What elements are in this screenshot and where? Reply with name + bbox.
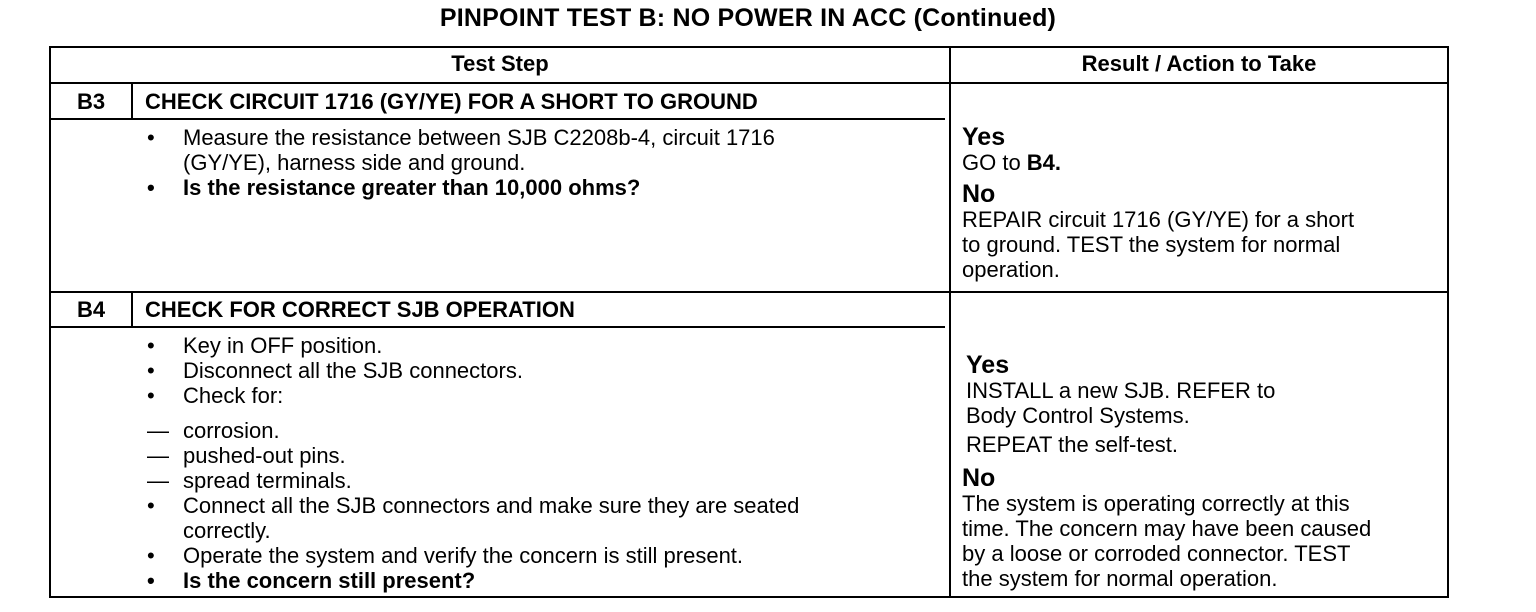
list-item: • Connect all the SJB connectors and make sure they are seated correctly.: [147, 493, 800, 543]
b4-code-divider: [131, 291, 133, 326]
b3-title-divider: [51, 118, 945, 120]
bullet-icon: •: [147, 568, 155, 593]
bullet-icon: •: [147, 383, 155, 408]
b3-code-divider: [131, 82, 133, 118]
no-action-line: the system for normal operation.: [962, 566, 1278, 591]
yes-label: Yes: [962, 123, 1006, 151]
page-title: PINPOINT TEST B: NO POWER IN ACC (Continued): [439, 4, 1057, 32]
list-item: • Check for:: [147, 383, 284, 408]
header-result: Result / Action to Take: [1081, 51, 1317, 76]
dash-icon: —: [147, 418, 169, 443]
b3-instructions: [139, 125, 939, 200]
no-action-line: to ground. TEST the system for normal: [962, 232, 1341, 257]
sub-item: — pushed-out pins.: [147, 443, 346, 468]
yes-action-line: Body Control Systems.: [966, 403, 1190, 428]
no-label: No: [962, 180, 996, 208]
list-item: • Is the resistance greater than 10,000 ohms?: [147, 175, 641, 200]
row-divider: [51, 291, 1447, 293]
step-title-b4: CHECK FOR CORRECT SJB OPERATION: [145, 297, 575, 322]
list-item: • Is the concern still present?: [147, 568, 476, 593]
list-item: • Measure the resistance between SJB C2208b-4, circuit 1716 (GY/YE), harness side and ground.: [147, 125, 775, 175]
no-action-line: The system is operating correctly at this: [962, 491, 1350, 516]
b4-instructions: [139, 333, 939, 593]
no-action-line: REPAIR circuit 1716 (GY/YE) for a short: [962, 207, 1355, 232]
list-item: • Key in OFF position.: [147, 333, 383, 358]
bullet-icon: •: [147, 493, 155, 518]
sub-item: — spread terminals.: [147, 468, 352, 493]
no-action-line: time. The concern may have been caused: [962, 516, 1372, 541]
step-title-b3: CHECK CIRCUIT 1716 (GY/YE) FOR A SHORT TO GROUND: [145, 89, 758, 114]
bullet-icon: •: [147, 543, 155, 568]
sub-item: — corrosion.: [147, 418, 280, 443]
header-divider: [51, 82, 1447, 84]
no-label: No: [962, 464, 996, 492]
step-code-b3: B3: [76, 89, 106, 114]
pinpoint-test-table: [49, 46, 1449, 598]
b4-result: [962, 352, 1442, 591]
column-divider: [949, 48, 951, 596]
bullet-icon: •: [147, 125, 155, 150]
b3-result: [962, 124, 1442, 282]
bullet-icon: •: [147, 358, 155, 383]
dash-icon: —: [147, 468, 169, 493]
bullet-icon: •: [147, 333, 155, 358]
no-action-line: by a loose or corroded connector. TEST: [962, 541, 1351, 566]
no-action-line: operation.: [962, 257, 1060, 282]
step-code-b4: B4: [76, 297, 106, 322]
b4-title-divider: [51, 326, 945, 328]
yes-label: Yes: [966, 351, 1010, 379]
list-item: • Disconnect all the SJB connectors.: [147, 358, 523, 383]
list-item: • Operate the system and verify the concern is still present.: [147, 543, 744, 568]
header-test-step: Test Step: [451, 51, 549, 76]
bullet-icon: •: [147, 175, 155, 200]
yes-action: GO to B4.: [962, 150, 1062, 175]
dash-icon: —: [147, 443, 169, 468]
yes-action-line: INSTALL a new SJB. REFER to: [966, 378, 1276, 403]
yes-action-line: REPEAT the self-test.: [966, 432, 1178, 457]
